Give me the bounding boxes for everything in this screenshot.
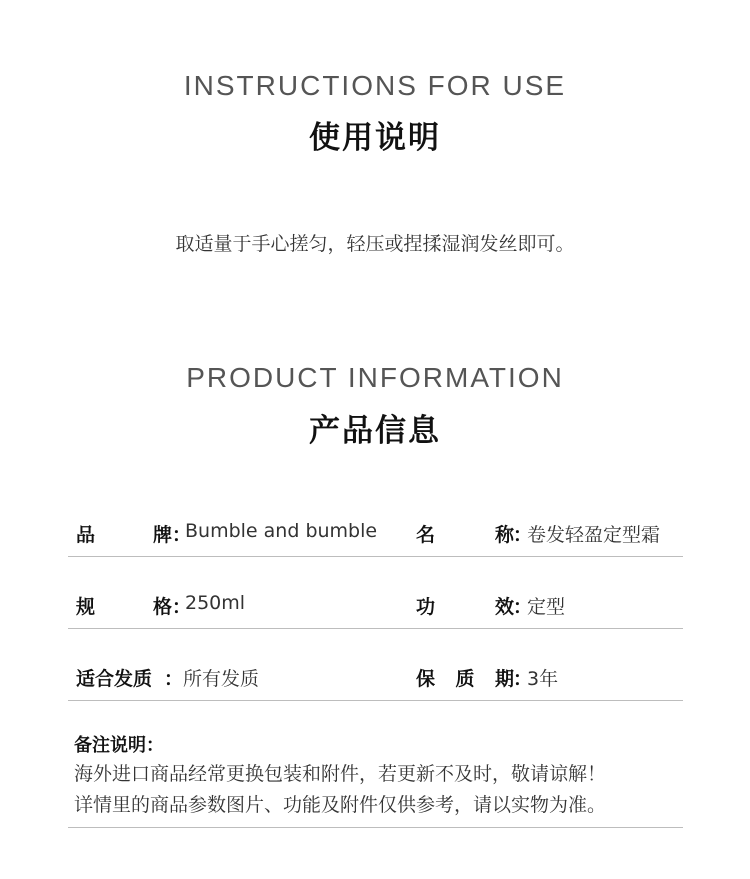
remarks-line: 详情里的商品参数图片、功能及附件仅供参考，请以实物为准。	[74, 794, 607, 816]
label-char: 质	[455, 668, 475, 690]
label-char: 牌	[152, 524, 172, 546]
table-row	[68, 580, 683, 629]
label-colon: ：	[513, 668, 533, 690]
label-colon: ：	[172, 596, 192, 618]
product-info-table	[68, 508, 683, 724]
label-shelf-life	[416, 664, 514, 691]
remarks-title: 备注说明：	[74, 735, 164, 756]
label-char: 格	[152, 596, 172, 618]
label-hair-type: 适合发质	[76, 668, 153, 690]
value-name: 卷发轻盈定型霜	[527, 524, 661, 546]
label-char: 期	[494, 668, 514, 690]
label-char: 称	[494, 524, 514, 546]
value-spec: 250ml	[185, 592, 246, 614]
label-char: 保	[416, 668, 436, 690]
info-title-zh: 产品信息	[309, 413, 441, 449]
usage-title-zh: 使用说明	[309, 120, 441, 156]
label-char: 效	[494, 596, 514, 618]
label-colon: ：	[172, 524, 192, 546]
value-effect: 定型	[527, 596, 566, 618]
label-colon: ：	[164, 668, 184, 690]
remarks-line: 海外进口商品经常更换包装和附件，若更新不及时，敬请谅解！	[74, 763, 607, 785]
table-row	[68, 508, 683, 557]
label-colon: ：	[513, 596, 533, 618]
label-char: 规	[76, 596, 96, 618]
remarks-block	[68, 731, 683, 828]
table-row	[68, 652, 683, 701]
value-hair-type: 所有发质	[183, 668, 260, 690]
label-brand	[76, 520, 172, 547]
label-char: 名	[416, 524, 436, 546]
label-char: 功	[416, 596, 436, 618]
info-title-en: PRODUCT INFORMATION	[186, 362, 564, 393]
label-char: 品	[76, 524, 96, 546]
label-name	[416, 520, 514, 547]
label-spec	[76, 592, 172, 619]
usage-title-en: INSTRUCTIONS FOR USE	[183, 70, 567, 101]
usage-instructions: 取适量于手心搓匀，轻压或捏揉湿润发丝即可。	[175, 233, 575, 255]
label-effect	[416, 592, 514, 619]
value-shelf-life: 3年	[527, 668, 559, 690]
value-brand: Bumble and bumble	[185, 520, 378, 542]
label-colon: ：	[513, 524, 533, 546]
